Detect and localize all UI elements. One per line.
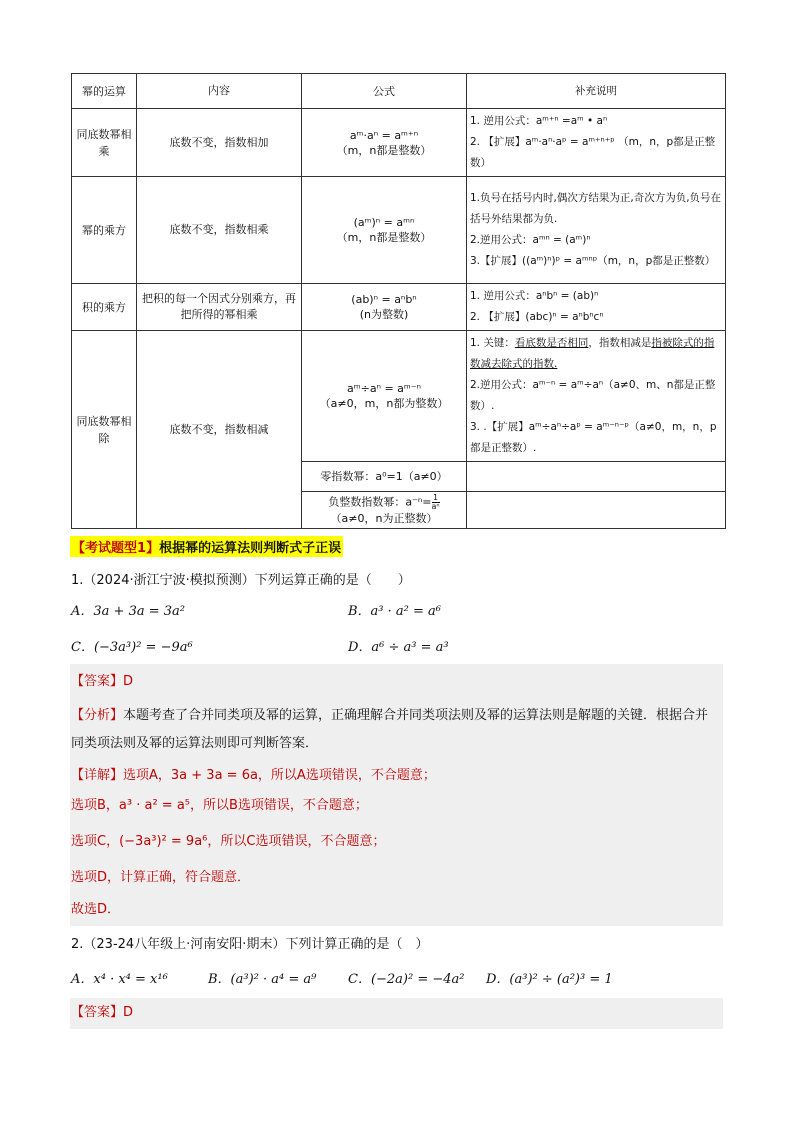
answer-line: [71, 668, 721, 696]
type-title: 根据幂的运算法则判断式子正误: [159, 541, 342, 556]
note-text: ，指数相减是: [588, 337, 652, 349]
row-name: 幂的乘方: [72, 177, 137, 284]
option-d[interactable]: D．(a³)² ÷ (a²)³ = 1: [486, 972, 613, 987]
detail-line: [71, 762, 721, 790]
answer-value: D: [123, 674, 134, 689]
row-formula: [302, 331, 467, 462]
formula-line: aᵐ÷aⁿ = aᵐ⁻ⁿ: [347, 382, 421, 395]
empty-cell: [467, 492, 726, 529]
formula-line: (ab)ⁿ = aⁿbⁿ: [351, 293, 417, 306]
type-label: 考试题型1: [85, 541, 147, 556]
row-notes: [467, 109, 726, 177]
formula-line: （m，n都是整数）: [336, 231, 432, 244]
zero-exponent-cell: 零指数幂：a⁰=1（a≠0）: [302, 462, 467, 492]
option-b[interactable]: B．a³ · a² = a⁶: [348, 604, 441, 619]
header-formula: 公式: [302, 74, 467, 109]
row-formula: [302, 284, 467, 331]
table-row: [72, 177, 726, 284]
row-name: 积的乘方: [72, 284, 137, 331]
note-line: 3.【扩展】((aᵐ)ⁿ)ᵖ = aᵐⁿᵖ（m，n，p都是正整数）: [470, 255, 716, 267]
detail-text: 选项A，3a + 3a = 6a，所以A选项错误，不合题意；: [123, 768, 436, 783]
note-line: 2. 【扩展】(abc)ⁿ = aⁿbⁿcⁿ: [470, 311, 604, 323]
answer-line: [71, 999, 721, 1027]
fraction-denominator: aⁿ: [431, 502, 440, 511]
note-line: 2. 【扩展】aᵐ·aⁿ·aᵖ = aᵐ⁺ⁿ⁺ᵖ （m，n，p都是正整数）: [470, 136, 716, 169]
formula-line: aᵐ·aⁿ = aᵐ⁺ⁿ: [349, 128, 419, 142]
row-content: 把积的每一个因式分别乘方，再把所得的幂相乘: [137, 284, 302, 331]
header-operation: 幂的运算: [72, 74, 137, 109]
row-notes: [467, 331, 726, 462]
row-content: 底数不变，指数相减: [137, 331, 302, 529]
option-a[interactable]: A．x⁴ · x⁴ = x¹⁶: [71, 972, 168, 987]
note-line: 1. 逆用公式：aⁿbⁿ = (ab)ⁿ: [470, 290, 599, 302]
formula-line: （a≠0，m，n都为整数）: [319, 397, 449, 410]
answer-value: D: [123, 1005, 134, 1020]
bracket: 】: [146, 541, 160, 556]
formula-line: （m，n都是整数）: [336, 143, 432, 157]
row-content: 底数不变，指数相乘: [137, 177, 302, 284]
detail-line: 选项B，a³ · a² = a⁵，所以B选项错误，不合题意；: [71, 798, 368, 813]
question-1-stem: 1.（2024·浙江宁波·模拟预测）下列运算正确的是（ ）: [71, 573, 411, 588]
formula-line: （a≠0，n为正整数）: [330, 512, 438, 525]
power-rules-table: [71, 73, 726, 529]
row-name: 同底数幂相除: [72, 331, 137, 529]
note-line: 2.逆用公式：aᵐ⁻ⁿ = aᵐ÷aⁿ（a≠0、m、n都是正整数）.: [470, 379, 716, 412]
underlined-text: 看底数是否相同: [514, 337, 589, 349]
formula-line: (n为整数): [359, 308, 409, 321]
row-formula: [302, 177, 467, 284]
row-notes: [467, 177, 726, 284]
answer-tag: 【答案】: [71, 1005, 124, 1020]
header-content: 内容: [137, 74, 302, 109]
row-name: 同底数幂相乘: [72, 109, 137, 177]
analysis-text: 本题考查了合并同类项及幂的运算，正确理解合并同类项法则及幂的运算法则是解题的关键．根据合并同类项法则及幂的运算法则即可判断答案．: [71, 708, 709, 751]
answer-tag: 【答案】: [71, 674, 124, 689]
note-text: 1. 关键：: [470, 337, 515, 349]
option-b[interactable]: B．(a³)² · a⁴ = a⁹: [208, 972, 317, 987]
table-row: [72, 284, 726, 331]
fraction-numerator: 1: [433, 493, 439, 502]
analysis-tag: 【分析】: [71, 708, 124, 723]
fraction: [432, 494, 440, 511]
analysis-paragraph: [71, 702, 721, 758]
header-notes: 补充说明: [467, 74, 726, 109]
underlined-text: 指被除式的指数减去除式的指数.: [470, 337, 715, 370]
option-c[interactable]: C．(−2a)² = −4a²: [348, 972, 465, 987]
row-formula: [302, 109, 467, 177]
table-header-row: [72, 74, 726, 109]
table-row: [72, 109, 726, 177]
note-line: [470, 333, 722, 375]
formula-line: [305, 494, 463, 511]
formula-text: 负整数指数幂：a⁻ⁿ=: [328, 495, 432, 509]
detail-tag: 【详解】: [71, 768, 124, 783]
formula-line: (aᵐ)ⁿ = aᵐⁿ: [353, 216, 415, 229]
option-a[interactable]: A．3a + 3a = 3a²: [71, 604, 185, 619]
note-line: 1.负号在括号内时,偶次方结果为正,奇次方为负,负号在括号外结果都为负.: [470, 192, 722, 225]
question-type-heading: [70, 536, 343, 557]
bracket: 【: [72, 541, 86, 556]
option-c[interactable]: C．(−3a³)² = −9a⁶: [71, 640, 193, 655]
note-line: 3. .【扩展】aᵐ÷aⁿ÷aᵖ = aᵐ⁻ⁿ⁻ᵖ（a≠0，m，n，p都是正整数）.: [470, 421, 717, 454]
detail-line: 故选D．: [71, 902, 121, 917]
row-content: 底数不变，指数相加: [137, 109, 302, 177]
option-d[interactable]: D．a⁶ ÷ a³ = a³: [348, 640, 449, 655]
negative-exponent-cell: [302, 492, 467, 529]
question-2-stem: 2.（23-24八年级上·河南安阳·期末）下列计算正确的是（ ）: [71, 937, 429, 952]
table-row: [72, 331, 726, 462]
row-notes: [467, 284, 726, 331]
detail-line: 选项D，计算正确，符合题意．: [71, 870, 251, 885]
note-line: 2.逆用公式：aᵐⁿ = (aᵐ)ⁿ: [470, 234, 591, 246]
note-line: 1. 逆用公式：aᵐ⁺ⁿ =aᵐ • aⁿ: [470, 115, 608, 127]
detail-line: 选项C，(−3a³)² = 9a⁶，所以C选项错误，不合题意；: [71, 834, 386, 849]
empty-cell: [467, 462, 726, 492]
